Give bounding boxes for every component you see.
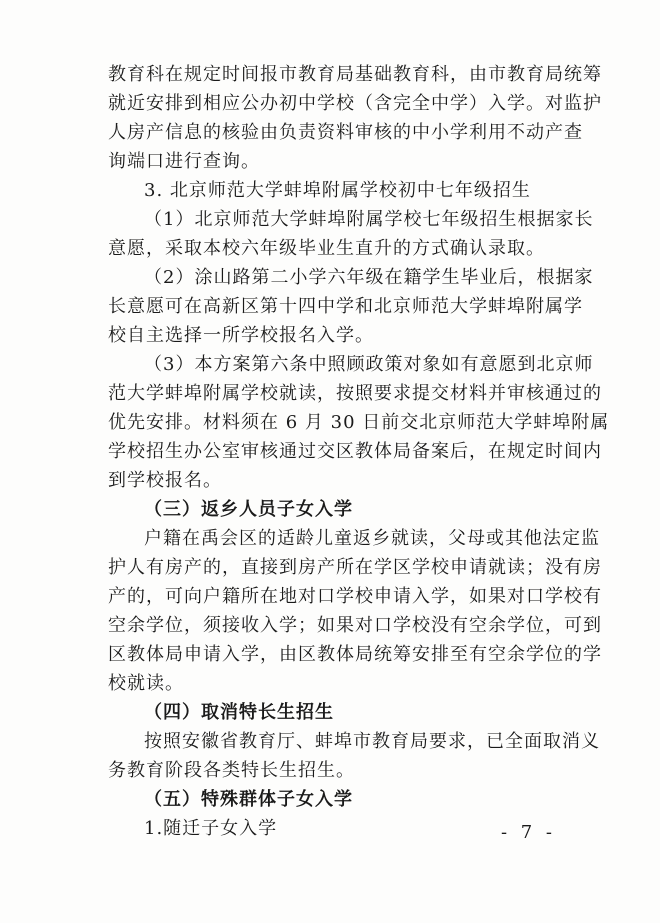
paragraph-line: 询端口进行查询。	[108, 151, 260, 172]
document-body	[108, 60, 610, 843]
paragraph-line: 就近安排到相应公办初中学校（含完全中学）入学。对监护	[108, 93, 602, 114]
paragraph-line: （2）涂山路第二小学六年级在籍学生毕业后，根据家	[144, 267, 594, 288]
paragraph-line: 空余学位，须接收入学；如果对口学校没有空余学位，可到	[108, 615, 602, 636]
paragraph-line: 校就读。	[108, 673, 184, 694]
paragraph-line: 优先安排。材料须在 6 月 30 日前交北京师范大学蚌埠附属	[108, 412, 610, 433]
section-heading: （五）特殊群体子女入学	[144, 789, 353, 810]
paragraph-line: （1）北京师范大学蚌埠附属学校七年级招生根据家长	[144, 209, 594, 230]
page-number: - 7 -	[500, 822, 556, 843]
section-item-3: 3. 北京师范大学蚌埠附属学校初中七年级招生	[144, 180, 531, 201]
paragraph-line: 护人有房产的，直接到房产所在学区学校申请就读；没有房	[108, 557, 602, 578]
paragraph-line: 教育科在规定时间报市教育局基础教育科，由市教育局统筹	[108, 64, 602, 85]
paragraph-line: 户籍在禹会区的适龄儿童返乡就读，父母或其他法定监	[144, 528, 600, 549]
paragraph-line: 范大学蚌埠附属学校就读，按照要求提交材料并审核通过的	[108, 383, 602, 404]
paragraph-line: 人房产信息的核验由负责资料审核的中小学利用不动产查	[108, 122, 583, 143]
paragraph-line: 长意愿可在高新区第十四中学和北京师范大学蚌埠附属学	[108, 296, 583, 317]
paragraph-line: 到学校报名。	[108, 470, 222, 491]
section-heading: （四）取消特长生招生	[144, 702, 334, 723]
paragraph-line: （3）本方案第六条中照顾政策对象如有意愿到北京师	[144, 354, 594, 375]
paragraph-line: 产的，可向户籍所在地对口学校申请入学，如果对口学校有	[108, 586, 602, 607]
section-item-1: 1.随迁子女入学	[144, 818, 278, 839]
paragraph-line: 意愿，采取本校六年级毕业生直升的方式确认录取。	[108, 238, 545, 259]
paragraph-line: 按照安徽省教育厅、蚌埠市教育局要求，已全面取消义	[144, 731, 600, 752]
section-heading: （三）返乡人员子女入学	[144, 499, 353, 520]
paragraph-line: 学校招生办公室审核通过交区教体局备案后，在规定时间内	[108, 441, 602, 462]
paragraph-line: 务教育阶段各类特长生招生。	[108, 760, 355, 781]
paragraph-line: 校自主选择一所学校报名入学。	[108, 325, 374, 346]
paragraph-line: 区教体局申请入学，由区教体局统筹安排至有空余学位的学	[108, 644, 602, 665]
